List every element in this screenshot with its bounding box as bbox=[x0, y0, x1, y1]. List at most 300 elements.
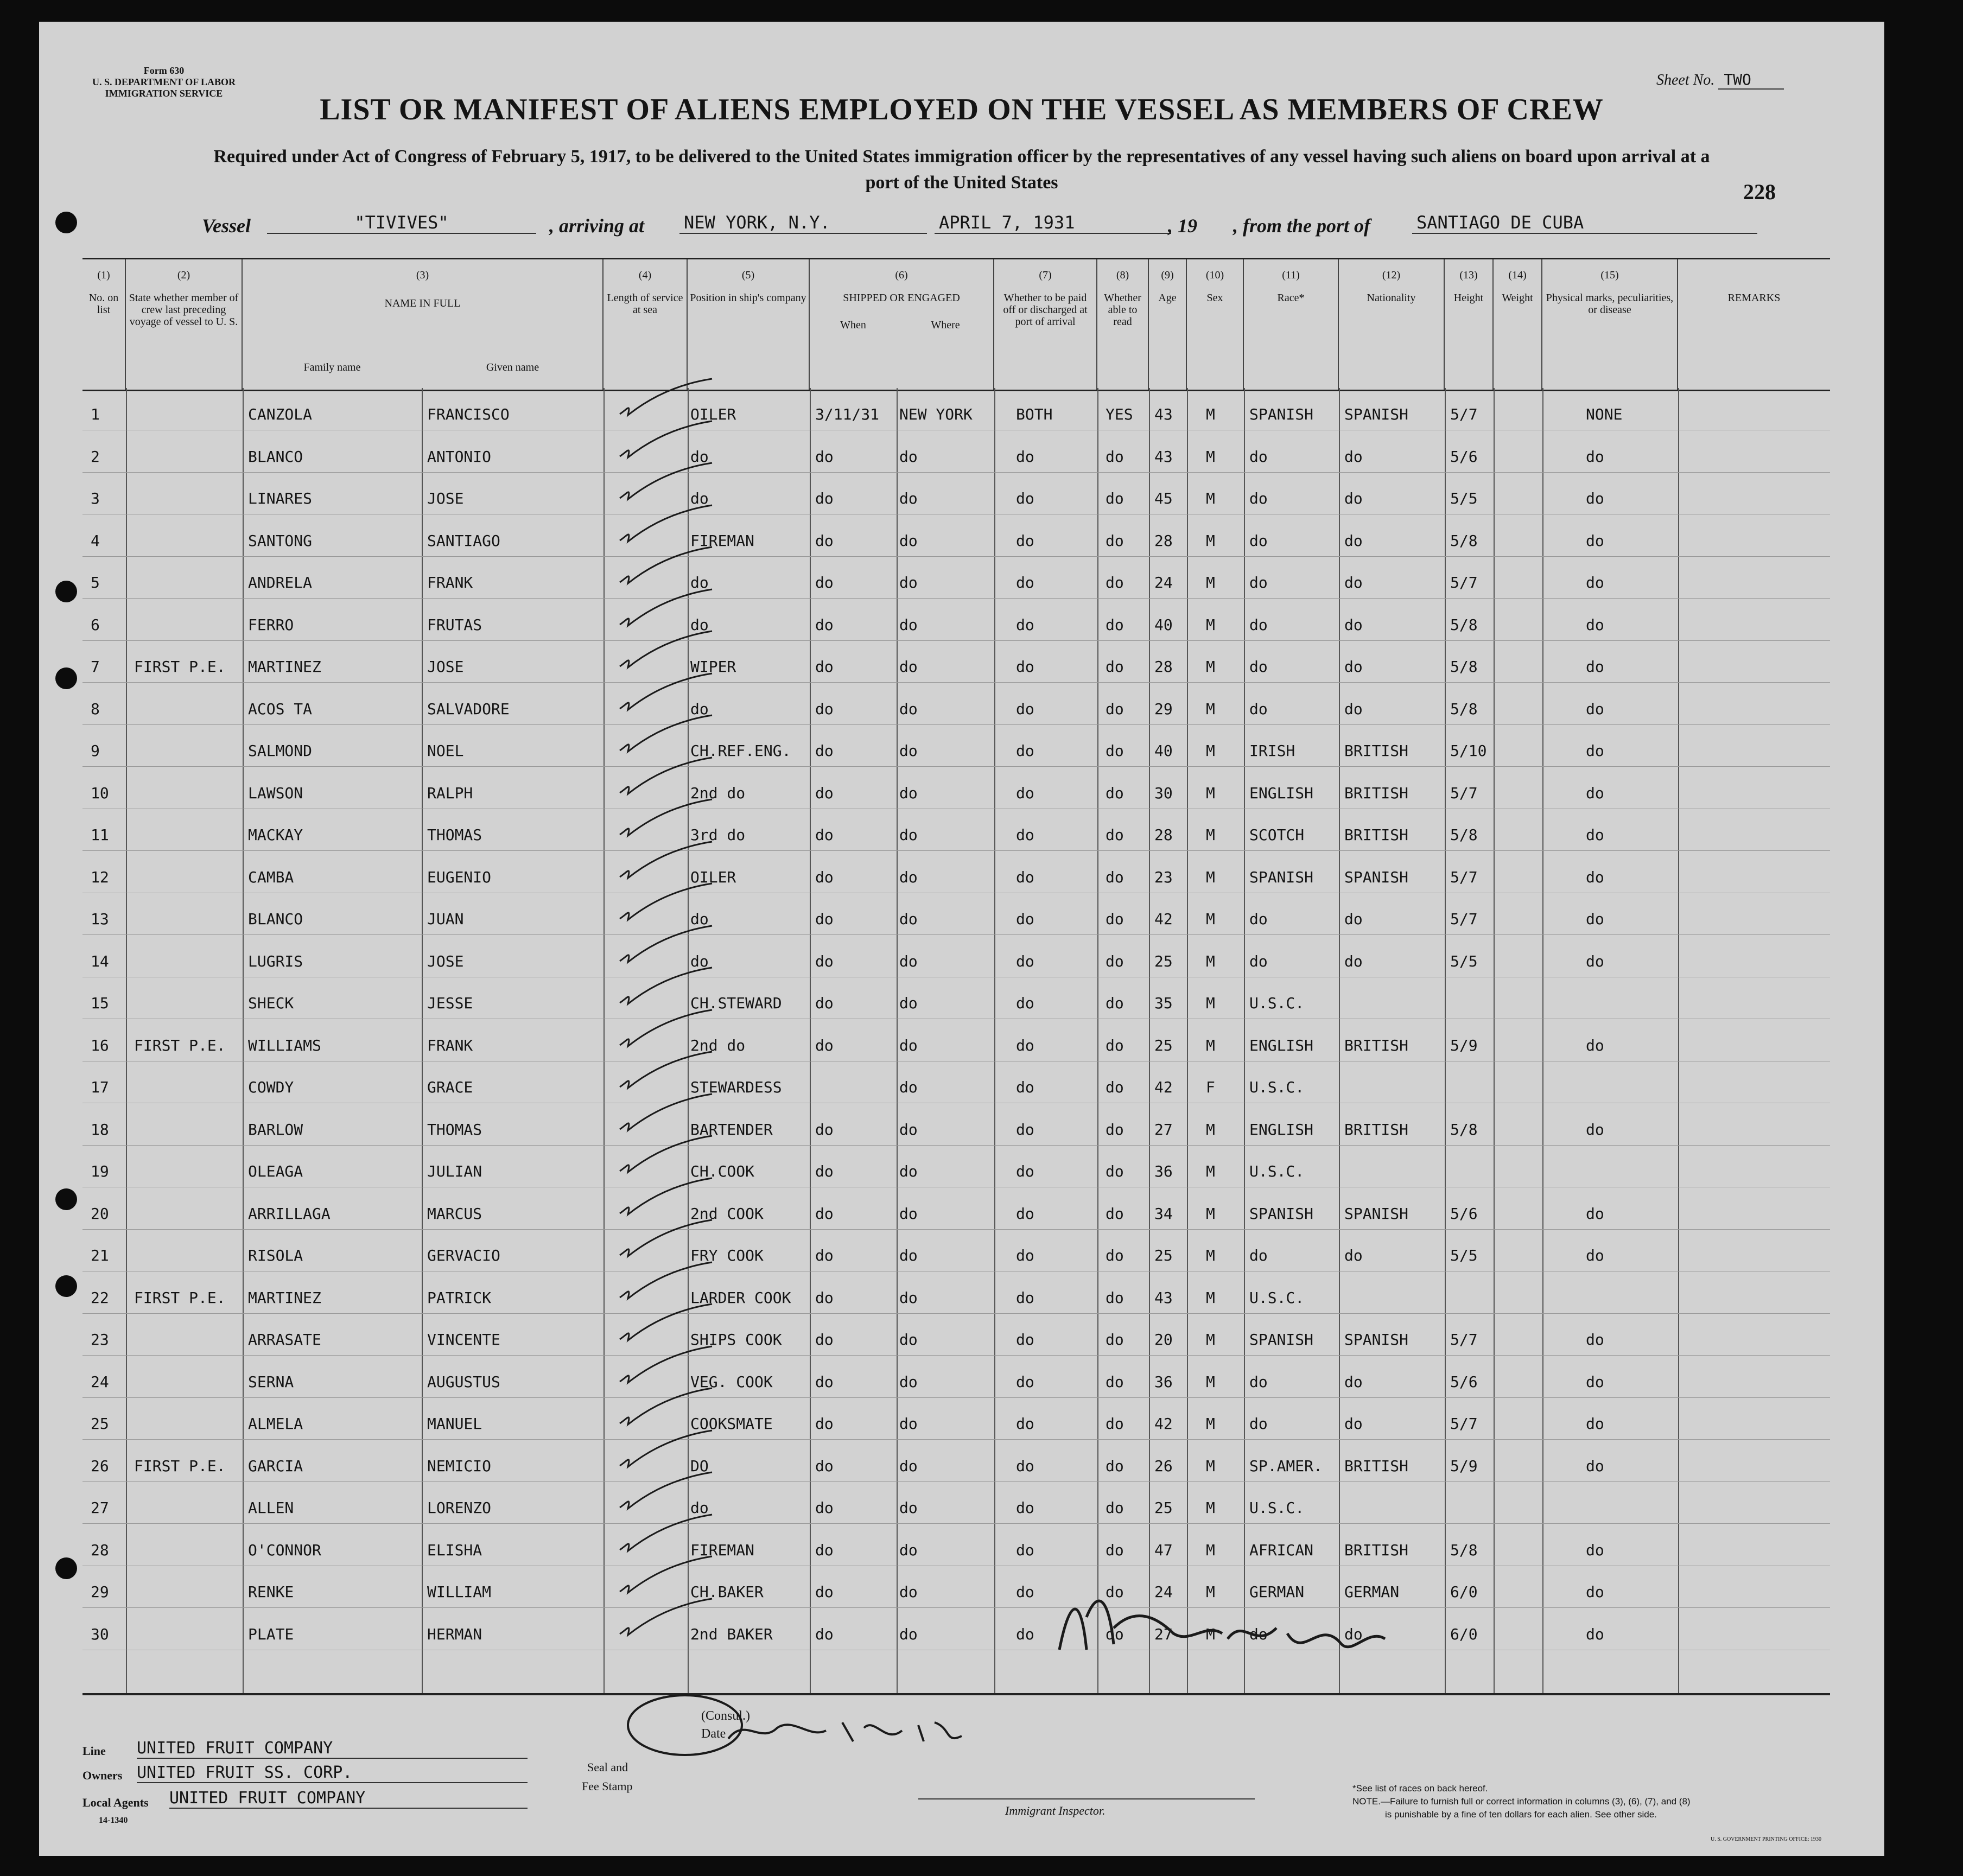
height: 5/7 bbox=[1450, 1415, 1478, 1433]
physical-marks: do bbox=[1586, 952, 1604, 970]
age: 27 bbox=[1154, 1120, 1173, 1139]
service-check-icon bbox=[617, 460, 715, 504]
row-number: 23 bbox=[91, 1331, 109, 1349]
race: do bbox=[1249, 1372, 1268, 1391]
race: U.S.C. bbox=[1249, 1162, 1305, 1180]
age: 25 bbox=[1154, 952, 1173, 970]
paid-off: do bbox=[1016, 1625, 1034, 1643]
shipped-when: do bbox=[815, 574, 834, 592]
table-row bbox=[82, 1229, 1830, 1271]
year-label: , 19 bbox=[1168, 215, 1197, 237]
shipped-when: do bbox=[815, 658, 834, 676]
position: do bbox=[690, 699, 709, 718]
paid-off: do bbox=[1016, 1331, 1034, 1349]
note-races: *See list of races on back hereof. bbox=[1352, 1783, 1488, 1794]
family-name: PLATE bbox=[248, 1625, 294, 1643]
shipped-where: do bbox=[899, 1078, 918, 1096]
nationality: SPANISH bbox=[1344, 1204, 1409, 1223]
given-name: MARCUS bbox=[427, 1204, 482, 1223]
sex: M bbox=[1206, 699, 1215, 718]
age: 42 bbox=[1154, 1415, 1173, 1433]
race: do bbox=[1249, 910, 1268, 928]
col-label: NAME IN FULL bbox=[384, 297, 461, 309]
position: FIREMAN bbox=[690, 531, 755, 550]
physical-marks: do bbox=[1586, 1625, 1604, 1643]
shipped-where: do bbox=[899, 868, 918, 886]
given-name: JOSE bbox=[427, 489, 464, 507]
family-name: WILLIAMS bbox=[248, 1036, 321, 1054]
shipped-where: do bbox=[899, 784, 918, 802]
col-label: Length of service at sea bbox=[607, 292, 683, 316]
paid-off: do bbox=[1016, 826, 1034, 844]
table-row bbox=[82, 1271, 1830, 1314]
row-number: 10 bbox=[91, 784, 109, 802]
physical-marks: do bbox=[1586, 742, 1604, 760]
table-row bbox=[82, 767, 1830, 809]
given-name: FRUTAS bbox=[427, 615, 482, 634]
table-row bbox=[82, 1103, 1830, 1146]
service-check-icon bbox=[617, 1217, 715, 1261]
given-name: THOMAS bbox=[427, 1120, 482, 1139]
family-name: ACOS TA bbox=[248, 699, 313, 718]
fee-stamp-label: Fee Stamp bbox=[582, 1779, 633, 1793]
family-name: MARTINEZ bbox=[248, 658, 321, 676]
table-row bbox=[82, 1313, 1830, 1356]
height: 6/0 bbox=[1450, 1625, 1478, 1643]
able-to-read: do bbox=[1106, 1541, 1124, 1559]
shipped-where: do bbox=[899, 447, 918, 466]
able-to-read: do bbox=[1106, 826, 1124, 844]
age: 29 bbox=[1154, 699, 1173, 718]
nationality: do bbox=[1344, 615, 1363, 634]
physical-marks: NONE bbox=[1586, 405, 1623, 423]
punch-hole bbox=[55, 667, 77, 689]
col-num: (15) bbox=[1600, 269, 1619, 281]
height: 5/9 bbox=[1450, 1036, 1478, 1054]
race: do bbox=[1249, 1247, 1268, 1264]
age: 20 bbox=[1154, 1331, 1173, 1349]
punch-hole bbox=[55, 212, 77, 233]
position: 2nd do bbox=[690, 784, 746, 802]
position: COOKSMATE bbox=[690, 1415, 773, 1433]
col-label: Age bbox=[1158, 292, 1177, 304]
table-row bbox=[82, 388, 1830, 430]
age: 43 bbox=[1154, 405, 1173, 423]
col-prev-voyage-header bbox=[126, 259, 243, 390]
given-name: VINCENTE bbox=[427, 1331, 500, 1349]
paid-off: do bbox=[1016, 1499, 1034, 1517]
shipped-where: do bbox=[899, 574, 918, 592]
shipped-when: do bbox=[815, 1204, 834, 1223]
col-num: (14) bbox=[1508, 269, 1527, 281]
row-number: 12 bbox=[91, 868, 109, 886]
table-row bbox=[82, 809, 1830, 851]
age: 28 bbox=[1154, 531, 1173, 550]
age: 23 bbox=[1154, 868, 1173, 886]
height: 5/8 bbox=[1450, 531, 1478, 550]
shipped-where: do bbox=[899, 1625, 918, 1643]
age: 25 bbox=[1154, 1499, 1173, 1517]
arrival-date: APRIL 7, 1931 bbox=[935, 212, 1171, 234]
able-to-read: do bbox=[1106, 1372, 1124, 1391]
sex: M bbox=[1206, 1625, 1215, 1643]
col-label: SHIPPED OR ENGAGED bbox=[843, 292, 960, 304]
paid-off: do bbox=[1016, 1078, 1034, 1096]
owners-label: Owners bbox=[82, 1769, 123, 1782]
shipped-when: do bbox=[815, 1288, 834, 1307]
paid-off: do bbox=[1016, 574, 1034, 592]
nationality: do bbox=[1344, 1625, 1363, 1643]
service-check-icon bbox=[617, 418, 715, 462]
position: CH.REF.ENG. bbox=[690, 742, 791, 760]
able-to-read: do bbox=[1106, 1036, 1124, 1054]
service-check-icon bbox=[617, 1260, 715, 1303]
given-name: RALPH bbox=[427, 784, 473, 802]
given-name: JULIAN bbox=[427, 1162, 482, 1180]
table-row bbox=[82, 1019, 1830, 1061]
shipped-where: do bbox=[899, 1372, 918, 1391]
service-check-icon bbox=[617, 376, 715, 419]
sex: M bbox=[1206, 1036, 1215, 1054]
family-name-header: Family name bbox=[303, 361, 361, 373]
service-check-icon bbox=[617, 1385, 715, 1429]
shipped-where: do bbox=[899, 1162, 918, 1180]
table-row bbox=[82, 556, 1830, 599]
sex: M bbox=[1206, 826, 1215, 844]
height: 5/5 bbox=[1450, 952, 1478, 970]
shipped-where: do bbox=[899, 1457, 918, 1475]
sex: M bbox=[1206, 1499, 1215, 1517]
age: 28 bbox=[1154, 658, 1173, 676]
age: 43 bbox=[1154, 1288, 1173, 1307]
col-height-header bbox=[1445, 259, 1494, 390]
shipped-where: do bbox=[899, 1036, 918, 1054]
col-num: (1) bbox=[97, 269, 110, 281]
position: 3rd do bbox=[690, 826, 746, 844]
sex: M bbox=[1206, 1415, 1215, 1433]
given-name-header: Given name bbox=[486, 361, 539, 373]
inspector-label: Immigrant Inspector. bbox=[1005, 1804, 1106, 1817]
table-row bbox=[82, 1356, 1830, 1398]
service-check-icon bbox=[617, 544, 715, 588]
col-paid-off-header bbox=[994, 259, 1097, 390]
nationality: GERMAN bbox=[1344, 1583, 1400, 1601]
age: 45 bbox=[1154, 489, 1173, 507]
paid-off: do bbox=[1016, 531, 1034, 550]
table-row bbox=[82, 1440, 1830, 1482]
manifest-footer bbox=[82, 1693, 1830, 1856]
nationality: do bbox=[1344, 658, 1363, 676]
printer-line: U. S. GOVERNMENT PRINTING OFFICE: 1930 bbox=[1711, 1836, 1821, 1842]
able-to-read: do bbox=[1106, 952, 1124, 970]
nationality: BRITISH bbox=[1344, 1036, 1409, 1054]
row-number: 21 bbox=[91, 1247, 109, 1264]
row-number: 24 bbox=[91, 1372, 109, 1391]
shipped-when: do bbox=[815, 447, 834, 466]
age: 47 bbox=[1154, 1541, 1173, 1559]
race: do bbox=[1249, 658, 1268, 676]
col-no-header bbox=[82, 259, 126, 390]
position: LARDER COOK bbox=[690, 1288, 791, 1307]
race: do bbox=[1249, 1625, 1268, 1643]
age: 25 bbox=[1154, 1036, 1173, 1054]
position: do bbox=[690, 447, 709, 466]
col-sex-header bbox=[1187, 259, 1244, 390]
col-label: Whether able to read bbox=[1104, 292, 1141, 328]
position: CH.COOK bbox=[690, 1162, 755, 1180]
col-name-header bbox=[243, 259, 603, 390]
punch-hole bbox=[55, 1557, 77, 1579]
physical-marks: do bbox=[1586, 1331, 1604, 1349]
physical-marks: do bbox=[1586, 868, 1604, 886]
col-label: Whether to be paid off or discharged at port of arrival bbox=[1003, 292, 1088, 328]
position: OILER bbox=[690, 868, 736, 886]
family-name: RENKE bbox=[248, 1583, 294, 1601]
service-check-icon bbox=[617, 713, 715, 756]
family-name: ARRILLAGA bbox=[248, 1204, 331, 1223]
able-to-read: do bbox=[1106, 447, 1124, 466]
departure-port: SANTIAGO DE CUBA bbox=[1412, 212, 1757, 234]
position: do bbox=[690, 615, 709, 634]
able-to-read: do bbox=[1106, 742, 1124, 760]
seal-label: Seal and bbox=[587, 1760, 628, 1774]
nationality: do bbox=[1344, 952, 1363, 970]
col-num: (6) bbox=[895, 269, 908, 281]
when-header: When bbox=[840, 319, 866, 331]
age: 42 bbox=[1154, 1078, 1173, 1096]
able-to-read: do bbox=[1106, 658, 1124, 676]
sheet-no-value: TWO bbox=[1718, 71, 1784, 90]
row-number: 3 bbox=[91, 489, 100, 507]
table-row bbox=[82, 1061, 1830, 1103]
position: WIPER bbox=[690, 658, 736, 676]
physical-marks: do bbox=[1586, 658, 1604, 676]
able-to-read: do bbox=[1106, 1078, 1124, 1096]
sheet-number-field bbox=[1656, 71, 1784, 89]
family-name: LUGRIS bbox=[248, 952, 303, 970]
document-subtitle bbox=[72, 144, 1852, 196]
col-num: (10) bbox=[1205, 269, 1224, 281]
race: do bbox=[1249, 1415, 1268, 1433]
family-name: CANZOLA bbox=[248, 405, 313, 423]
race: do bbox=[1249, 952, 1268, 970]
given-name: PATRICK bbox=[427, 1288, 492, 1307]
paid-off: do bbox=[1016, 994, 1034, 1012]
shipped-when: do bbox=[815, 1499, 834, 1517]
row-number: 7 bbox=[91, 658, 100, 676]
service-check-icon bbox=[617, 1301, 715, 1345]
physical-marks: do bbox=[1586, 826, 1604, 844]
service-check-icon bbox=[617, 1049, 715, 1092]
shipped-when: do bbox=[815, 910, 834, 928]
given-name: LORENZO bbox=[427, 1499, 492, 1517]
paid-off: do bbox=[1016, 1457, 1034, 1475]
row-number: 16 bbox=[91, 1036, 109, 1054]
agents-value: UNITED FRUIT COMPANY bbox=[169, 1789, 528, 1809]
age: 24 bbox=[1154, 574, 1173, 592]
page-number: 228 bbox=[1743, 180, 1776, 204]
sex: M bbox=[1206, 405, 1215, 423]
col-label: Weight bbox=[1502, 292, 1533, 304]
col-num: (12) bbox=[1382, 269, 1401, 281]
able-to-read: do bbox=[1106, 1120, 1124, 1139]
height: 5/9 bbox=[1450, 1457, 1478, 1475]
col-num: (11) bbox=[1282, 269, 1300, 281]
table-row bbox=[82, 514, 1830, 557]
physical-marks: do bbox=[1586, 1372, 1604, 1391]
paid-off: do bbox=[1016, 1541, 1034, 1559]
nationality: BRITISH bbox=[1344, 1120, 1409, 1139]
date-label: Date bbox=[701, 1727, 726, 1741]
race: SP.AMER. bbox=[1249, 1457, 1323, 1475]
given-name: ANTONIO bbox=[427, 447, 492, 466]
height: 5/7 bbox=[1450, 784, 1478, 802]
row-number: 2 bbox=[91, 447, 100, 466]
age: 40 bbox=[1154, 742, 1173, 760]
height: 5/7 bbox=[1450, 910, 1478, 928]
height: 5/6 bbox=[1450, 1204, 1478, 1223]
able-to-read: do bbox=[1106, 1204, 1124, 1223]
paid-off: do bbox=[1016, 1583, 1034, 1601]
from-label: , from the port of bbox=[1233, 215, 1371, 237]
race: U.S.C. bbox=[1249, 1288, 1305, 1307]
age: 42 bbox=[1154, 910, 1173, 928]
note-fine-2: is punishable by a fine of ten dollars for each alien. See other side. bbox=[1385, 1809, 1657, 1820]
row-number: 9 bbox=[91, 742, 100, 760]
col-position-header bbox=[688, 259, 810, 390]
position: BARTENDER bbox=[690, 1120, 773, 1139]
service-check-icon bbox=[617, 1596, 715, 1639]
shipped-where: do bbox=[899, 658, 918, 676]
sex: M bbox=[1206, 1204, 1215, 1223]
able-to-read: do bbox=[1106, 784, 1124, 802]
age: 36 bbox=[1154, 1372, 1173, 1391]
previous-voyage: FIRST P.E. bbox=[134, 1288, 226, 1307]
nationality: do bbox=[1344, 531, 1363, 550]
subtitle-line-1: Required under Act of Congress of February 5, 1917, to be delivered to the United States immigration officer by the representatives of any vessel having such aliens on board upon arrival at a bbox=[213, 147, 1710, 167]
arriving-label: , arriving at bbox=[549, 215, 645, 237]
sex: M bbox=[1206, 1247, 1215, 1264]
paid-off: do bbox=[1016, 1036, 1034, 1054]
race: U.S.C. bbox=[1249, 1078, 1305, 1096]
race: SPANISH bbox=[1249, 868, 1314, 886]
agents-label: Local Agents bbox=[82, 1796, 149, 1809]
race: do bbox=[1249, 489, 1268, 507]
service-check-icon bbox=[617, 1091, 715, 1135]
col-label: No. on list bbox=[88, 292, 119, 316]
service-check-icon bbox=[617, 839, 715, 882]
table-row bbox=[82, 851, 1830, 893]
shipped-where: do bbox=[899, 994, 918, 1012]
col-race-header bbox=[1244, 259, 1339, 390]
row-number: 5 bbox=[91, 574, 100, 592]
shipped-where: do bbox=[899, 1120, 918, 1139]
vessel-line bbox=[202, 214, 1776, 241]
shipped-where: do bbox=[899, 531, 918, 550]
row-number: 20 bbox=[91, 1204, 109, 1223]
nationality: do bbox=[1344, 699, 1363, 718]
position: do bbox=[690, 910, 709, 928]
table-row bbox=[82, 893, 1830, 935]
paid-off: do bbox=[1016, 1162, 1034, 1180]
shipped-when: do bbox=[815, 1541, 834, 1559]
shipped-when: do bbox=[815, 1036, 834, 1054]
family-name: BLANCO bbox=[248, 447, 303, 466]
col-label: Height bbox=[1453, 292, 1484, 304]
position: FIREMAN bbox=[690, 1541, 755, 1559]
height: 5/7 bbox=[1450, 868, 1478, 886]
row-number: 30 bbox=[91, 1625, 109, 1643]
paid-off: do bbox=[1016, 658, 1034, 676]
service-check-icon bbox=[617, 628, 715, 672]
table-row bbox=[82, 1608, 1830, 1650]
paid-off: do bbox=[1016, 1204, 1034, 1223]
race: ENGLISH bbox=[1249, 784, 1314, 802]
height: 5/10 bbox=[1450, 742, 1487, 760]
paid-off: do bbox=[1016, 1288, 1034, 1307]
shipped-when: do bbox=[815, 1162, 834, 1180]
race: IRISH bbox=[1249, 742, 1295, 760]
able-to-read: do bbox=[1106, 1331, 1124, 1349]
shipped-where: do bbox=[899, 742, 918, 760]
paid-off: do bbox=[1016, 868, 1034, 886]
race: SPANISH bbox=[1249, 1331, 1314, 1349]
table-row bbox=[82, 1566, 1830, 1608]
physical-marks: do bbox=[1586, 531, 1604, 550]
table-row bbox=[82, 1187, 1830, 1230]
given-name: GRACE bbox=[427, 1078, 473, 1096]
family-name: COWDY bbox=[248, 1078, 294, 1096]
col-nationality-header bbox=[1339, 259, 1445, 390]
shipped-when: do bbox=[815, 826, 834, 844]
form-number: Form 630 bbox=[143, 65, 185, 76]
given-name: EUGENIO bbox=[427, 868, 492, 886]
given-name: SALVADORE bbox=[427, 699, 510, 718]
table-row bbox=[82, 1524, 1830, 1566]
table-row bbox=[82, 977, 1830, 1019]
able-to-read: do bbox=[1106, 1583, 1124, 1601]
row-number: 15 bbox=[91, 994, 109, 1012]
height: 5/8 bbox=[1450, 615, 1478, 634]
physical-marks: do bbox=[1586, 447, 1604, 466]
shipped-where: do bbox=[899, 699, 918, 718]
service-check-icon bbox=[617, 1554, 715, 1597]
col-num: (2) bbox=[177, 269, 190, 281]
race: do bbox=[1249, 615, 1268, 634]
row-number: 25 bbox=[91, 1415, 109, 1433]
col-num: (4) bbox=[638, 269, 652, 281]
note-fine: NOTE.—Failure to furnish full or correct information in columns (3), (6), (7), and (8) bbox=[1352, 1796, 1691, 1807]
row-number: 4 bbox=[91, 531, 100, 550]
height: 5/6 bbox=[1450, 447, 1478, 466]
line-label: Line bbox=[82, 1744, 106, 1758]
family-name: GARCIA bbox=[248, 1457, 303, 1475]
paid-off: do bbox=[1016, 784, 1034, 802]
paid-off: do bbox=[1016, 952, 1034, 970]
able-to-read: do bbox=[1106, 615, 1124, 634]
shipped-when: do bbox=[815, 952, 834, 970]
table-row bbox=[82, 1481, 1830, 1524]
paid-off: do bbox=[1016, 910, 1034, 928]
height: 5/7 bbox=[1450, 574, 1478, 592]
sex: M bbox=[1206, 910, 1215, 928]
service-check-icon bbox=[617, 1428, 715, 1471]
physical-marks: do bbox=[1586, 1541, 1604, 1559]
able-to-read: do bbox=[1106, 1625, 1124, 1643]
sex: M bbox=[1206, 574, 1215, 592]
table-row bbox=[82, 683, 1830, 725]
family-name: ALLEN bbox=[248, 1499, 294, 1517]
